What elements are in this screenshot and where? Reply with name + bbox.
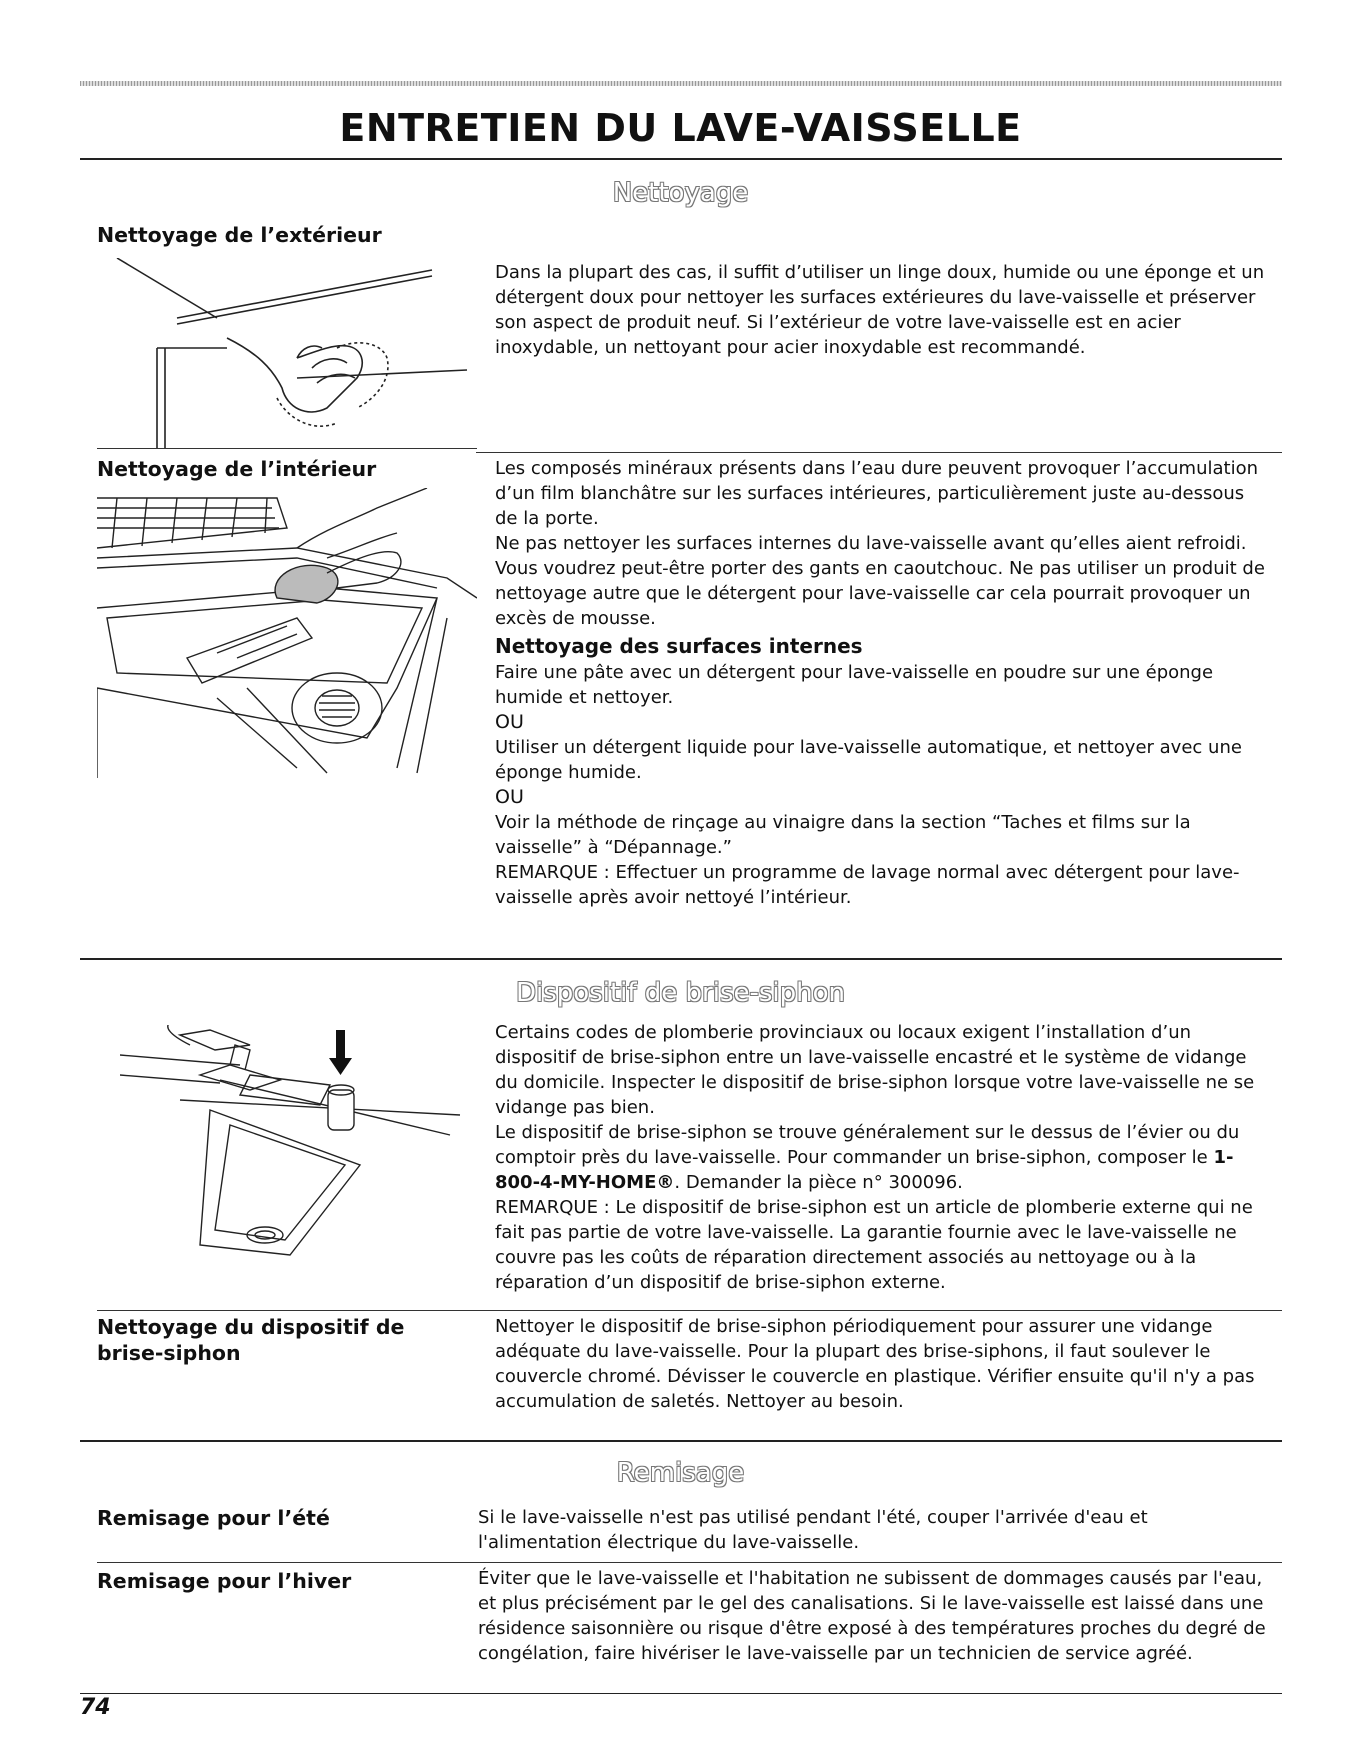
- interieur-subhead: Nettoyage des surfaces internes: [495, 634, 863, 658]
- air-gap-sink-illustration: [120, 1025, 470, 1265]
- footer-rule: [80, 1693, 1282, 1694]
- label-exterieur: Nettoyage de l’extérieur: [97, 223, 382, 247]
- divider-brise-clean: [97, 1310, 1282, 1311]
- label-ete: Remisage pour l’été: [97, 1506, 330, 1530]
- text-brise-siphon: [495, 1020, 1270, 1295]
- interieur-ou-1: OU: [495, 711, 524, 733]
- text-exterieur: Dans la plupart des cas, il suffit d’utiliser un linge doux, humide ou une éponge et un détergent doux pour nettoyer les surfaces extérieures du lave-vaisselle et préserver son aspect de produit neuf. Si l’extérieur de votre lave-vaisselle est en acier inoxydable, un nettoyant pour acier inoxydable est recommandé.: [495, 262, 1265, 358]
- divider-left-1: [97, 448, 477, 449]
- page-title: ENTRETIEN DU LAVE-VAISSELLE: [339, 106, 1022, 150]
- interieur-p6: REMARQUE : Effectuer un programme de lavage normal avec détergent pour lave-vaisselle après avoir nettoyé l’intérieur.: [495, 862, 1240, 908]
- section-heading-nettoyage: Nettoyage: [612, 178, 749, 208]
- exterior-cleaning-illustration: [97, 258, 477, 448]
- interieur-p3: Faire une pâte avec un détergent pour lave-vaisselle en poudre sur une éponge humide et nettoyer.: [495, 662, 1214, 708]
- divider-right-1: [476, 452, 1282, 453]
- brise-p3: REMARQUE : Le dispositif de brise-siphon est un article de plomberie externe qui ne fait pas partie de votre lave-vaisselle. La garantie fournie avec le lave-vaisselle ne couvre pas les coûts de réparation directement associés au nettoyage ou à la réparation d’un dispositif de brise-siphon externe.: [495, 1197, 1253, 1293]
- interieur-p4: Utiliser un détergent liquide pour lave-vaisselle automatique, et nettoyer avec une éponge humide.: [495, 737, 1242, 783]
- label-hiver: Remisage pour l’hiver: [97, 1569, 352, 1593]
- text-ete: Si le lave-vaisselle n'est pas utilisé pendant l'été, couper l'arrivée d'eau et l'alimentation électrique du lave-vaisselle.: [478, 1507, 1148, 1553]
- page-number: 74: [80, 1695, 111, 1720]
- text-brise-clean: Nettoyer le dispositif de brise-siphon périodiquement pour assurer une vidange adéquate du lave-vaisselle. Pour la plupart des brise-siphons, il faut soulever le couvercle chromé. Dévisser le couvercle en plastique. Vérifier ensuite qu'il n'y a pas accumulation de saletés. Nettoyer au besoin.: [495, 1316, 1255, 1412]
- label-brise-clean: Nettoyage du dispositif de brise-siphon: [97, 1315, 405, 1365]
- text-hiver: Éviter que le lave-vaisselle et l'habitation ne subissent de dommages causés par l'eau, et plus précisément par le gel des canalisations. Si le lave-vaisselle est laissé dans une résidence saisonnière ou risque d'être exposé à des températures proches du degré de congélation, faire hivériser le lave-vaisselle par un technicien de service agréé.: [478, 1568, 1266, 1664]
- section-heading-brise-siphon: Dispositif de brise-siphon: [515, 978, 846, 1008]
- brise-p2: [495, 1120, 1270, 1195]
- section-rule-2: [80, 958, 1282, 960]
- interior-cleaning-illustration: [97, 488, 477, 778]
- section-rule-3: [80, 1440, 1282, 1442]
- interieur-p1: Les composés minéraux présents dans l’eau dure peuvent provoquer l’accumulation d’un film blanchâtre sur les surfaces intérieures, particulièrement juste au-dessous de la porte.: [495, 458, 1258, 529]
- title-rule: [80, 158, 1282, 160]
- brise-p2-end: . Demander la pièce n° 300096.: [674, 1172, 963, 1193]
- interieur-p5: Voir la méthode de rinçage au vinaigre dans la section “Taches et films sur la vaisselle” à “Dépannage.”: [495, 812, 1191, 858]
- section-heading-remisage: Remisage: [616, 1458, 745, 1488]
- phone-number: 1-800-4-MY-HOME®: [495, 1147, 1234, 1193]
- divider-remisage: [97, 1562, 1282, 1563]
- interieur-ou-2: OU: [495, 786, 524, 808]
- brise-p2-start: Le dispositif de brise-siphon se trouve généralement sur le dessus de l’évier ou du comptoir près du lave-vaisselle. Pour commander un brise-siphon, composer le: [495, 1122, 1240, 1168]
- brise-p1: Certains codes de plomberie provinciaux ou locaux exigent l’installation d’un dispositif de brise-siphon entre un lave-vaisselle encastré et le système de vidange du domicile. Inspecter le dispositif de brise-siphon lorsque votre lave-vaisselle ne se vidange pas bien.: [495, 1022, 1255, 1118]
- text-interieur: [495, 456, 1270, 910]
- interieur-p2: Ne pas nettoyer les surfaces internes du lave-vaisselle avant qu’elles aient refroidi. Vous voudrez peut-être porter des gants en caoutchouc. Ne pas utiliser un produit de nettoyage autre que le détergent pour lave-vaisselle car cela pourrait provoquer un excès de mousse.: [495, 533, 1265, 629]
- top-band: [80, 81, 1282, 86]
- label-interieur: Nettoyage de l’intérieur: [97, 457, 377, 481]
